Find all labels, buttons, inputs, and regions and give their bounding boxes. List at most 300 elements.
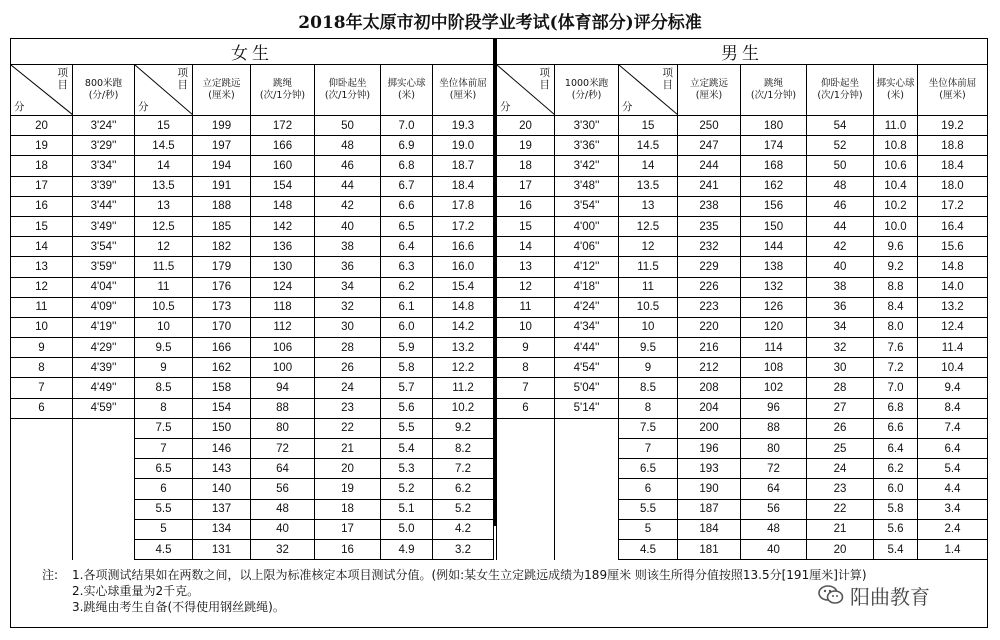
table-cell xyxy=(497,499,555,519)
table-cell: 17 xyxy=(497,176,555,196)
boys-header-rope: 跳绳 (次/1分钟) xyxy=(741,65,807,116)
table-cell: 5.6 xyxy=(381,398,433,418)
table-cell: 19.3 xyxy=(433,116,494,136)
table-row xyxy=(497,499,988,519)
table-cell: 3'39'' xyxy=(73,176,135,196)
table-cell: 12 xyxy=(497,277,555,297)
table-cell: 7.4 xyxy=(918,418,988,438)
table-cell xyxy=(555,459,619,479)
table-cell: 34 xyxy=(315,277,381,297)
table-row xyxy=(497,378,988,398)
table-cell: 48 xyxy=(315,136,381,156)
boys-header-flex: 坐位体前屈 (厘米) xyxy=(918,65,988,116)
table-cell: 10.2 xyxy=(433,398,494,418)
table-cell: 40 xyxy=(741,539,807,559)
table-cell: 19.2 xyxy=(918,116,988,136)
table-cell: 124 xyxy=(251,277,315,297)
table-cell: 7.5 xyxy=(135,418,193,438)
table-cell: 6 xyxy=(135,479,193,499)
table-cell: 7.5 xyxy=(619,418,678,438)
table-cell: 3'44'' xyxy=(73,196,135,216)
table-cell: 9.6 xyxy=(874,237,918,257)
table-cell: 4'34'' xyxy=(555,317,619,337)
table-cell: 235 xyxy=(678,216,741,236)
table-cell: 50 xyxy=(315,116,381,136)
table-cell: 208 xyxy=(678,378,741,398)
table-cell: 20 xyxy=(807,539,874,559)
table-cell: 181 xyxy=(678,539,741,559)
table-cell: 160 xyxy=(251,156,315,176)
table-row xyxy=(497,398,988,418)
table-cell: 21 xyxy=(315,439,381,459)
notes-label: 注: xyxy=(42,568,59,582)
table-cell: 17 xyxy=(315,519,381,539)
note-line-3: 3.跳绳由考生自备(不得使用钢丝跳绳)。 xyxy=(72,600,285,614)
diag-score-label: 分 xyxy=(622,101,633,113)
table-cell: 4'29'' xyxy=(73,338,135,358)
table-cell: 176 xyxy=(193,277,251,297)
table-row xyxy=(11,418,494,438)
table-cell: 6.5 xyxy=(135,459,193,479)
table-row xyxy=(11,539,494,559)
girls-header-situps: 仰卧起坐 (次/1分钟) xyxy=(315,65,381,116)
table-cell xyxy=(497,418,555,438)
table-row xyxy=(11,216,494,236)
table-cell: 247 xyxy=(678,136,741,156)
table-cell: 148 xyxy=(251,196,315,216)
table-cell: 120 xyxy=(741,317,807,337)
table-cell: 19 xyxy=(497,136,555,156)
girls-header-long-jump: 立定跳远 (厘米) xyxy=(193,65,251,116)
table-cell: 28 xyxy=(315,338,381,358)
table-cell: 34 xyxy=(807,317,874,337)
table-cell: 250 xyxy=(678,116,741,136)
table-cell: 14.5 xyxy=(619,136,678,156)
table-cell: 6.9 xyxy=(381,136,433,156)
table-cell: 4'18'' xyxy=(555,277,619,297)
table-cell: 131 xyxy=(193,539,251,559)
table-cell: 12 xyxy=(619,237,678,257)
table-cell: 144 xyxy=(741,237,807,257)
table-cell: 38 xyxy=(807,277,874,297)
table-cell: 5.4 xyxy=(381,439,433,459)
table-cell: 10.5 xyxy=(135,297,193,317)
table-cell: 4.5 xyxy=(135,539,193,559)
table-cell: 137 xyxy=(193,499,251,519)
table-cell: 156 xyxy=(741,196,807,216)
table-cell: 102 xyxy=(741,378,807,398)
table-row xyxy=(497,439,988,459)
table-cell: 9 xyxy=(11,338,73,358)
table-cell: 96 xyxy=(741,398,807,418)
table-row xyxy=(11,317,494,337)
table-cell xyxy=(497,439,555,459)
table-cell xyxy=(555,479,619,499)
table-row xyxy=(497,479,988,499)
table-cell: 4'44'' xyxy=(555,338,619,358)
table-cell: 6.6 xyxy=(874,418,918,438)
table-cell: 4'24'' xyxy=(555,297,619,317)
table-row xyxy=(11,156,494,176)
table-row xyxy=(11,297,494,317)
table-cell: 5 xyxy=(619,519,678,539)
table-cell: 14.5 xyxy=(135,136,193,156)
table-cell: 182 xyxy=(193,237,251,257)
table-cell: 8 xyxy=(619,398,678,418)
table-row xyxy=(497,297,988,317)
table-row xyxy=(11,459,494,479)
table-cell: 130 xyxy=(251,257,315,277)
table-row xyxy=(11,378,494,398)
table-row xyxy=(497,519,988,539)
table-cell: 204 xyxy=(678,398,741,418)
page-title: 2018年太原市初中阶段学业考试(体育部分)评分标准 xyxy=(298,13,702,33)
table-cell: 40 xyxy=(807,257,874,277)
table-cell: 7 xyxy=(619,439,678,459)
table-cell: 94 xyxy=(251,378,315,398)
table-cell xyxy=(73,418,135,438)
table-row xyxy=(497,358,988,378)
table-cell: 241 xyxy=(678,176,741,196)
table-cell: 140 xyxy=(193,479,251,499)
table-cell: 14 xyxy=(135,156,193,176)
table-cell: 13 xyxy=(497,257,555,277)
table-cell xyxy=(555,499,619,519)
table-row xyxy=(497,277,988,297)
table-cell: 22 xyxy=(315,418,381,438)
table-cell: 7 xyxy=(135,439,193,459)
table-cell: 23 xyxy=(807,479,874,499)
table-cell: 3'34'' xyxy=(73,156,135,176)
table-cell xyxy=(73,479,135,499)
table-cell: 9 xyxy=(135,358,193,378)
table-cell: 6.5 xyxy=(381,216,433,236)
table-cell: 162 xyxy=(741,176,807,196)
table-cell: 154 xyxy=(193,398,251,418)
table-cell: 4'39'' xyxy=(73,358,135,378)
table-cell xyxy=(497,539,555,559)
girls-diag-header xyxy=(11,65,73,116)
table-cell: 229 xyxy=(678,257,741,277)
table-cell: 188 xyxy=(193,196,251,216)
table-cell: 4.2 xyxy=(433,519,494,539)
table-cell: 180 xyxy=(741,116,807,136)
table-cell: 10.2 xyxy=(874,196,918,216)
table-cell: 18.8 xyxy=(918,136,988,156)
table-cell: 7.2 xyxy=(874,358,918,378)
table-cell: 54 xyxy=(807,116,874,136)
boys-diag-header xyxy=(497,65,555,116)
table-cell: 3'54'' xyxy=(73,237,135,257)
table-cell: 13.2 xyxy=(433,338,494,358)
table-cell xyxy=(73,499,135,519)
table-cell: 5.4 xyxy=(874,539,918,559)
table-cell: 23 xyxy=(315,398,381,418)
table-cell: 5.0 xyxy=(381,519,433,539)
table-cell: 21 xyxy=(807,519,874,539)
table-cell: 10 xyxy=(497,317,555,337)
table-cell: 5.8 xyxy=(874,499,918,519)
table-cell: 17.2 xyxy=(433,216,494,236)
table-cell: 42 xyxy=(807,237,874,257)
table-cell: 6.4 xyxy=(381,237,433,257)
table-cell: 11 xyxy=(497,297,555,317)
table-cell: 56 xyxy=(251,479,315,499)
table-cell: 6 xyxy=(497,398,555,418)
table-cell: 42 xyxy=(315,196,381,216)
wechat-icon xyxy=(818,584,844,606)
girls-diag-header-2 xyxy=(135,65,193,116)
boys-diag-header-2 xyxy=(619,65,678,116)
table-cell: 179 xyxy=(193,257,251,277)
diag-item-label: 项 目 xyxy=(57,67,68,91)
table-cell: 13.5 xyxy=(619,176,678,196)
table-cell xyxy=(11,459,73,479)
table-cell: 8.2 xyxy=(433,439,494,459)
table-cell: 44 xyxy=(315,176,381,196)
table-cell xyxy=(555,539,619,559)
table-cell: 11 xyxy=(135,277,193,297)
table-cell: 4'12'' xyxy=(555,257,619,277)
table-cell: 14.8 xyxy=(918,257,988,277)
boys-table-section xyxy=(496,38,988,560)
table-cell: 194 xyxy=(193,156,251,176)
table-cell: 143 xyxy=(193,459,251,479)
table-cell: 5.6 xyxy=(874,519,918,539)
table-cell: 30 xyxy=(315,317,381,337)
table-cell: 174 xyxy=(741,136,807,156)
table-cell: 10.5 xyxy=(619,297,678,317)
table-cell: 114 xyxy=(741,338,807,358)
table-row xyxy=(11,519,494,539)
table-cell: 52 xyxy=(807,136,874,156)
table-cell: 136 xyxy=(251,237,315,257)
table-cell xyxy=(11,499,73,519)
table-cell: 6.2 xyxy=(433,479,494,499)
table-cell: 142 xyxy=(251,216,315,236)
table-cell: 3.2 xyxy=(433,539,494,559)
diag-score-label: 分 xyxy=(14,101,25,113)
table-cell: 9.5 xyxy=(619,338,678,358)
table-cell: 6.0 xyxy=(381,317,433,337)
boys-header-situps: 仰卧起坐 (次/1分钟) xyxy=(807,65,874,116)
table-cell: 46 xyxy=(807,196,874,216)
table-cell: 7.0 xyxy=(381,116,433,136)
table-cell: 8.8 xyxy=(874,277,918,297)
table-cell: 3'49'' xyxy=(73,216,135,236)
table-cell: 10 xyxy=(135,317,193,337)
table-cell: 13 xyxy=(135,196,193,216)
diag-score-label: 分 xyxy=(138,101,149,113)
note-line-1: 1.各项测试结果如在两数之间，以上限为标准核定本项目测试分值。(例如:某女生立定跳远成绩为189厘米 则该生所得分值按照13.5分[191厘米]计算) xyxy=(72,568,867,582)
table-cell: 132 xyxy=(741,277,807,297)
table-cell: 5.5 xyxy=(381,418,433,438)
table-cell: 14 xyxy=(619,156,678,176)
table-cell: 40 xyxy=(251,519,315,539)
table-cell: 8.4 xyxy=(918,398,988,418)
girls-header-800m: 800米跑 (分/秒) xyxy=(73,65,135,116)
table-cell: 6.8 xyxy=(874,398,918,418)
table-cell: 48 xyxy=(807,176,874,196)
table-cell: 9 xyxy=(619,358,678,378)
table-cell: 16.4 xyxy=(918,216,988,236)
table-cell: 173 xyxy=(193,297,251,317)
table-cell: 6.6 xyxy=(381,196,433,216)
table-cell: 216 xyxy=(678,338,741,358)
table-cell: 26 xyxy=(807,418,874,438)
table-cell: 8 xyxy=(11,358,73,378)
table-cell: 6.4 xyxy=(874,439,918,459)
girls-table-section xyxy=(10,38,494,560)
table-cell xyxy=(497,479,555,499)
boys-label: 男生 xyxy=(497,39,988,65)
girls-header-flex: 坐位体前屈 (厘米) xyxy=(433,65,494,116)
table-cell: 16.6 xyxy=(433,237,494,257)
table-cell: 5.8 xyxy=(381,358,433,378)
table-cell: 17.8 xyxy=(433,196,494,216)
table-cell: 12.5 xyxy=(619,216,678,236)
table-cell: 5.5 xyxy=(135,499,193,519)
table-cell: 11.4 xyxy=(918,338,988,358)
table-cell: 14 xyxy=(11,237,73,257)
table-cell: 244 xyxy=(678,156,741,176)
table-cell: 226 xyxy=(678,277,741,297)
table-cell: 11.5 xyxy=(135,257,193,277)
table-cell xyxy=(11,479,73,499)
table-cell: 18.4 xyxy=(433,176,494,196)
table-cell: 9.4 xyxy=(918,378,988,398)
table-cell: 12.5 xyxy=(135,216,193,236)
table-cell: 88 xyxy=(741,418,807,438)
table-row xyxy=(497,176,988,196)
table-cell: 11.0 xyxy=(874,116,918,136)
table-cell: 13 xyxy=(619,196,678,216)
table-cell: 5.3 xyxy=(381,459,433,479)
table-cell: 50 xyxy=(807,156,874,176)
table-cell: 134 xyxy=(193,519,251,539)
table-cell xyxy=(73,459,135,479)
table-row xyxy=(497,257,988,277)
table-cell: 223 xyxy=(678,297,741,317)
table-cell: 4'06'' xyxy=(555,237,619,257)
boys-header-row xyxy=(497,65,988,116)
table-cell: 18.7 xyxy=(433,156,494,176)
table-cell: 7.2 xyxy=(433,459,494,479)
table-cell: 13 xyxy=(11,257,73,277)
table-cell: 5.9 xyxy=(381,338,433,358)
table-cell: 6.0 xyxy=(874,479,918,499)
table-cell: 64 xyxy=(741,479,807,499)
table-cell: 15 xyxy=(619,116,678,136)
table-row xyxy=(11,479,494,499)
table-cell: 1.4 xyxy=(918,539,988,559)
table-cell: 6.1 xyxy=(381,297,433,317)
table-cell: 19 xyxy=(315,479,381,499)
girls-header-rope: 跳绳 (次/1分钟) xyxy=(251,65,315,116)
table-row xyxy=(497,418,988,438)
table-cell: 18.4 xyxy=(918,156,988,176)
table-cell: 4'54'' xyxy=(555,358,619,378)
table-cell: 172 xyxy=(251,116,315,136)
table-cell: 146 xyxy=(193,439,251,459)
table-cell: 7 xyxy=(497,378,555,398)
diag-item-label: 项 目 xyxy=(539,67,550,91)
table-cell: 15 xyxy=(11,216,73,236)
table-row xyxy=(11,136,494,156)
note-line-2: 2.实心球重量为2千克。 xyxy=(72,584,200,598)
boys-header-long-jump: 立定跳远 (厘米) xyxy=(678,65,741,116)
table-cell: 11.5 xyxy=(619,257,678,277)
table-cell: 12.4 xyxy=(918,317,988,337)
table-row xyxy=(11,439,494,459)
table-row xyxy=(11,398,494,418)
table-row xyxy=(497,136,988,156)
table-cell: 154 xyxy=(251,176,315,196)
table-cell xyxy=(73,539,135,559)
table-cell: 18 xyxy=(11,156,73,176)
table-cell: 72 xyxy=(741,459,807,479)
table-cell: 3'59'' xyxy=(73,257,135,277)
girls-header-ball: 掷实心球 (米) xyxy=(381,65,433,116)
table-cell: 10.8 xyxy=(874,136,918,156)
table-cell: 19 xyxy=(11,136,73,156)
table-cell: 80 xyxy=(741,439,807,459)
diag-item-label: 项 目 xyxy=(662,67,673,91)
table-cell: 3'36'' xyxy=(555,136,619,156)
table-cell: 184 xyxy=(678,519,741,539)
table-cell: 48 xyxy=(251,499,315,519)
table-cell: 8 xyxy=(497,358,555,378)
table-cell: 46 xyxy=(315,156,381,176)
table-cell: 6.4 xyxy=(918,439,988,459)
table-cell: 8.5 xyxy=(619,378,678,398)
table-cell xyxy=(555,519,619,539)
table-row xyxy=(11,358,494,378)
table-cell xyxy=(73,519,135,539)
table-row xyxy=(497,237,988,257)
table-cell: 200 xyxy=(678,418,741,438)
table-cell: 28 xyxy=(807,378,874,398)
table-cell: 158 xyxy=(193,378,251,398)
table-cell: 20 xyxy=(11,116,73,136)
table-cell: 5.2 xyxy=(433,499,494,519)
table-cell: 150 xyxy=(741,216,807,236)
table-cell: 3'29'' xyxy=(73,136,135,156)
table-cell: 3'30'' xyxy=(555,116,619,136)
table-cell: 10.4 xyxy=(918,358,988,378)
table-cell: 30 xyxy=(807,358,874,378)
table-cell xyxy=(11,439,73,459)
table-cell: 26 xyxy=(315,358,381,378)
table-cell: 6 xyxy=(11,398,73,418)
table-cell: 4'59'' xyxy=(73,398,135,418)
table-cell: 38 xyxy=(315,237,381,257)
table-cell: 72 xyxy=(251,439,315,459)
table-cell: 166 xyxy=(193,338,251,358)
table-cell: 8.5 xyxy=(135,378,193,398)
table-cell: 3'24'' xyxy=(73,116,135,136)
table-cell: 8.0 xyxy=(874,317,918,337)
table-row xyxy=(11,196,494,216)
table-cell: 16.0 xyxy=(433,257,494,277)
table-cell: 88 xyxy=(251,398,315,418)
table-cell: 168 xyxy=(741,156,807,176)
table-cell: 11 xyxy=(619,277,678,297)
table-cell: 18.0 xyxy=(918,176,988,196)
table-cell: 126 xyxy=(741,297,807,317)
table-cell: 48 xyxy=(741,519,807,539)
table-cell: 20 xyxy=(315,459,381,479)
